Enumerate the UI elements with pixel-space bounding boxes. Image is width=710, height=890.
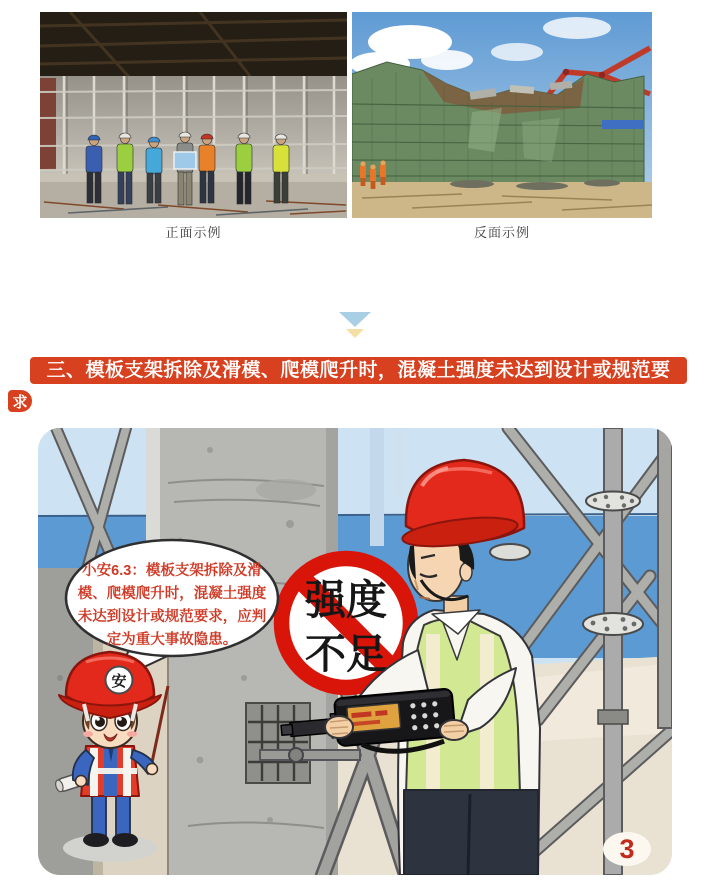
section-divider [0,312,710,338]
bubble-line2: 模、爬模爬升时，混凝土强度 [77,586,267,602]
down-arrow-yellow-icon [346,329,364,338]
bubble-line1: 小安6.3：模板支架拆除及滑 [82,563,262,579]
flange-disc [583,613,643,635]
photo-caption-negative: 反面示例 [473,225,530,240]
bubble-line3: 未达到设计或规范要求，应判 [77,609,267,625]
down-arrow-blue-icon [339,312,371,327]
negative-example-photo[interactable] [352,12,652,218]
rebar-mesh [246,703,310,783]
section-heading: 三、模板支架拆除及滑模、爬模爬升时，混凝土强度未达到设计或规范要 [30,357,687,384]
page-number-badge [603,832,651,866]
negative-example-illustration [352,12,652,218]
page-number: 3 [619,834,635,864]
photo-caption-positive: 正面示例 [165,225,222,240]
rescue-workers [360,160,386,189]
cartoon-illustration[interactable] [38,428,672,875]
cartoon-scene [38,428,672,875]
bubble-line4: 定为重大事故隐患。 [106,632,238,648]
positive-example-photo[interactable] [40,12,347,218]
sign-text-line1: 强度 [305,577,387,623]
flange-disc [586,492,640,511]
positive-example-illustration [40,12,347,218]
mascot-helmet-badge: 安 [111,673,127,690]
sign-text-line2: 不足 [305,631,387,677]
section-heading-wrap: 求 [8,390,32,412]
